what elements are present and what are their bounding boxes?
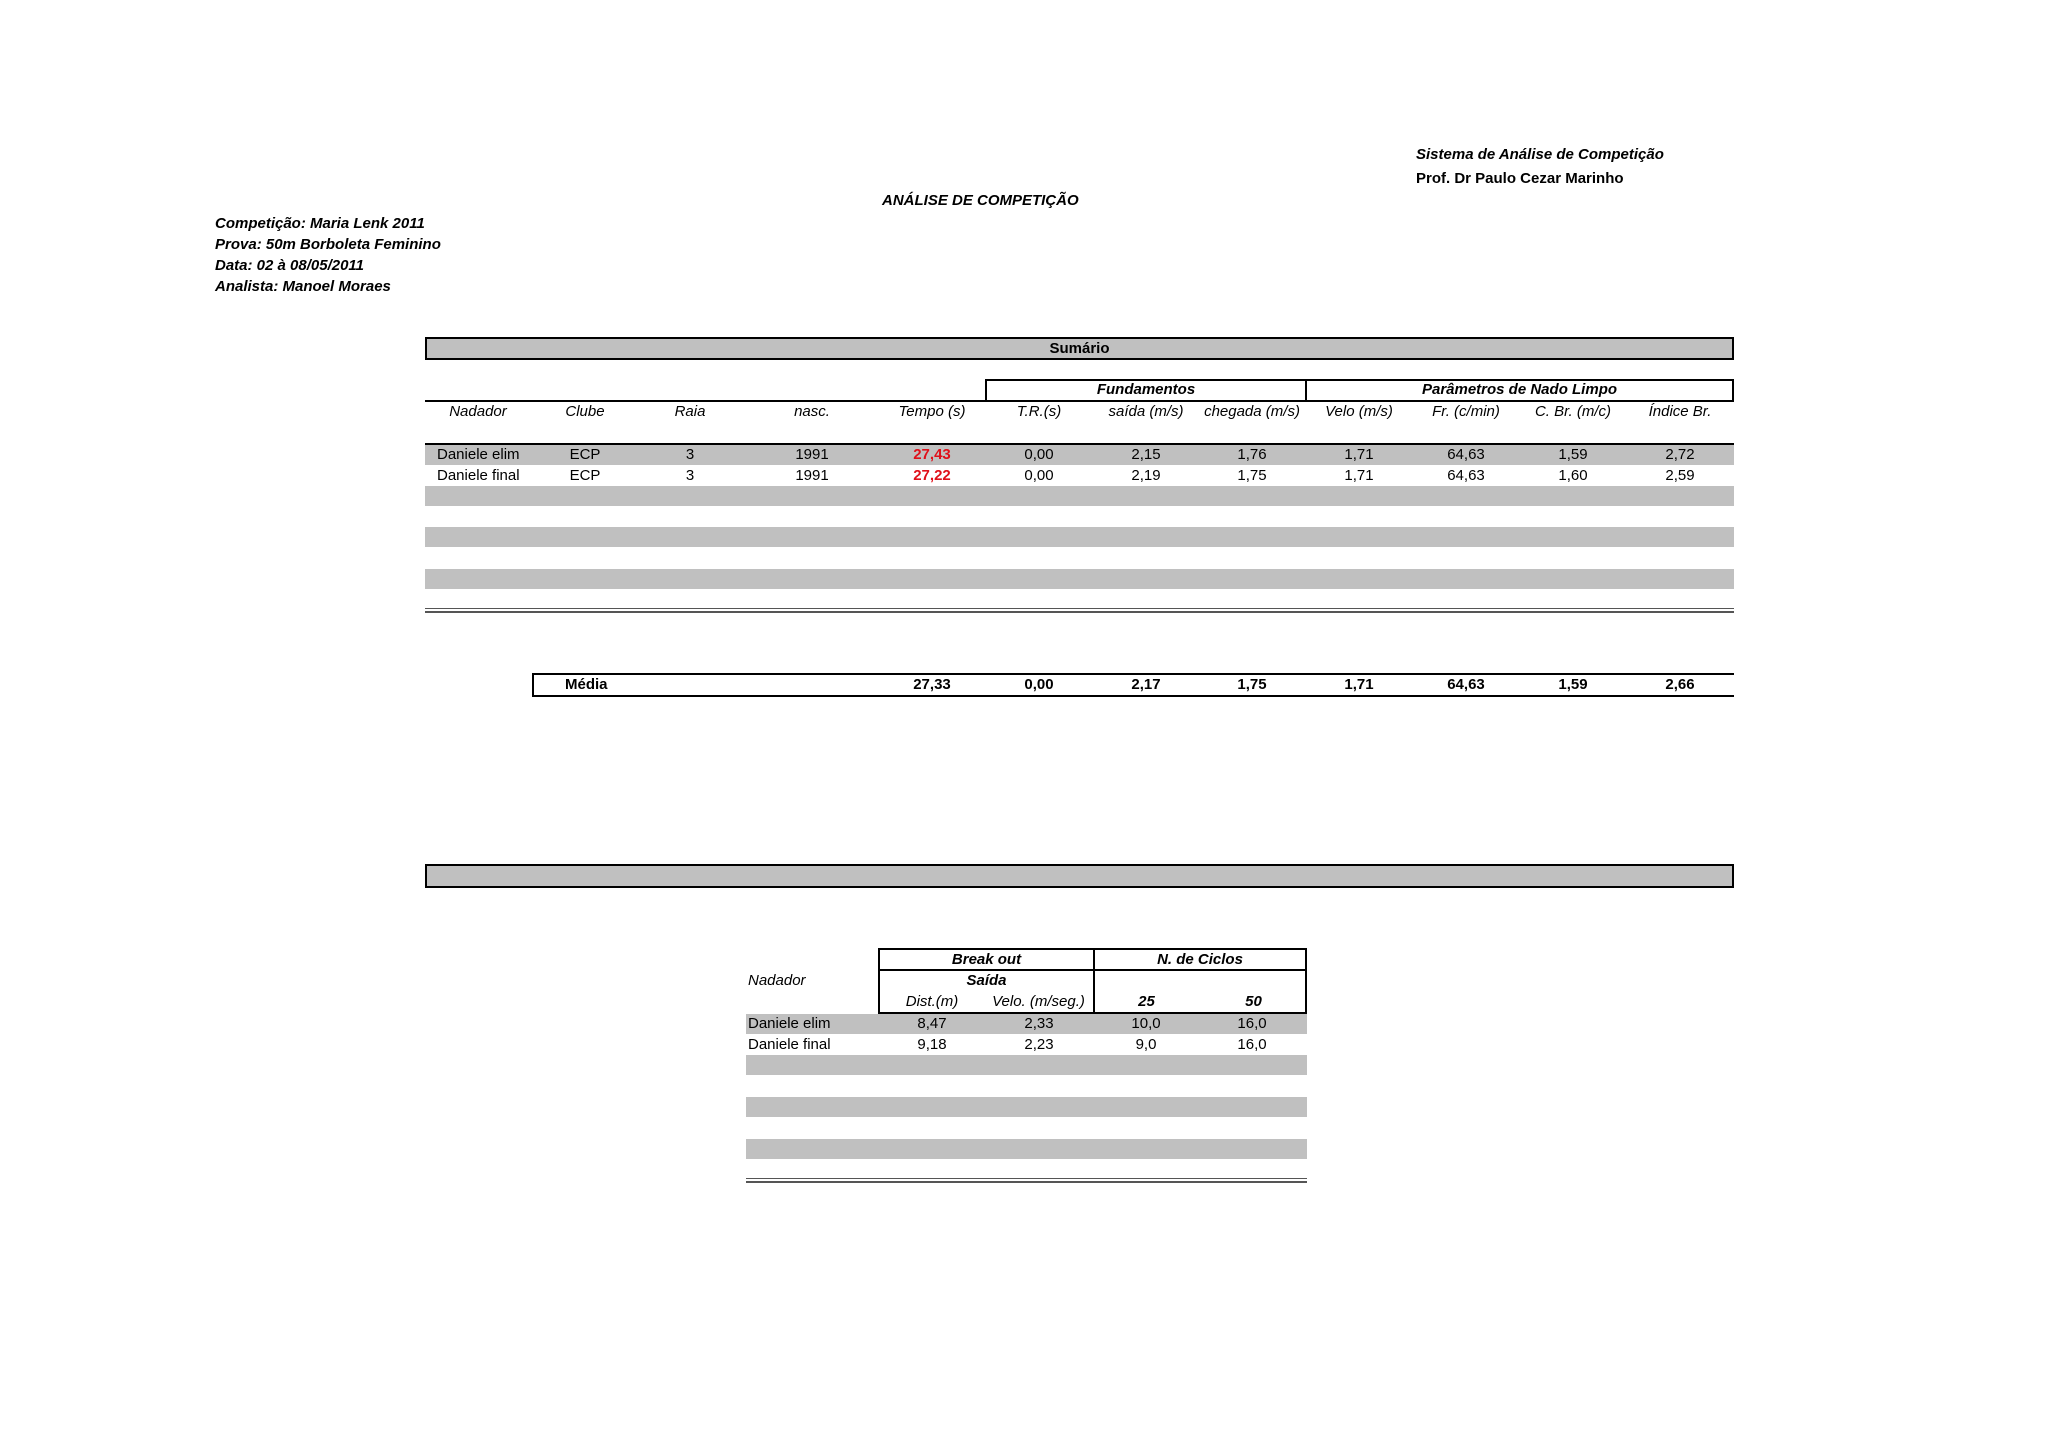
col-header-4: Tempo (s) xyxy=(898,403,966,420)
bo-band-3 xyxy=(746,1055,1307,1075)
summary-cell-1-8: 1,71 xyxy=(1344,467,1374,484)
col-25: 25 xyxy=(1138,993,1155,1010)
col-header-8: Velo (m/s) xyxy=(1325,403,1393,420)
summary-cell-0-5: 0,00 xyxy=(1024,446,1054,463)
section-bar xyxy=(425,864,1734,888)
breakout-cell-1-4: 16,0 xyxy=(1237,1036,1267,1053)
col-header-7: chegada (m/s) xyxy=(1204,403,1300,420)
breakout-cell-0-2: 2,33 xyxy=(1024,1015,1054,1032)
col-header-1: Clube xyxy=(565,403,605,420)
breakout-cell-1-2: 2,23 xyxy=(1024,1036,1054,1053)
bo-end-rule-top xyxy=(746,1178,1307,1179)
media-value-5: 64,63 xyxy=(1447,676,1485,693)
ciclos-group-label: N. de Ciclos xyxy=(1157,951,1243,968)
info-prova: Prova: 50m Borboleta Feminino xyxy=(215,236,441,253)
summary-cell-0-9: 64,63 xyxy=(1447,446,1485,463)
group-fundamentos-label: Fundamentos xyxy=(1096,381,1196,398)
summary-cell-1-11: 2,59 xyxy=(1665,467,1695,484)
breakout-cell-1-3: 9,0 xyxy=(1135,1036,1157,1053)
info-analista: Analista: Manoel Moraes xyxy=(215,278,391,295)
page-title: ANÁLISE DE COMPETIÇÃO xyxy=(882,192,1079,209)
summary-title: Sumário xyxy=(1049,340,1110,357)
summary-cell-1-3: 1991 xyxy=(795,467,829,484)
bo-end-rule-bottom xyxy=(746,1181,1307,1183)
professor-line: Prof. Dr Paulo Cezar Marinho xyxy=(1416,170,1624,187)
bo-band-7 xyxy=(746,1139,1307,1159)
breakout-cell-0-3: 10,0 xyxy=(1131,1015,1161,1032)
breakout-cell-0-1: 8,47 xyxy=(917,1015,947,1032)
col-header-2: Raia xyxy=(674,403,706,420)
col-header-9: Fr. (c/min) xyxy=(1432,403,1500,420)
info-competicao: Competição: Maria Lenk 2011 xyxy=(215,215,425,232)
col-header-0: Nadador xyxy=(449,403,507,420)
summary-cell-1-4: 27,22 xyxy=(913,467,951,484)
row-band-5 xyxy=(425,527,1734,547)
summary-cell-1-0: Daniele final xyxy=(437,467,520,484)
media-value-6: 1,59 xyxy=(1558,676,1588,693)
summary-cell-0-4: 27,43 xyxy=(913,446,951,463)
col-dist: Dist.(m) xyxy=(905,993,959,1010)
col-velo: Velo. (m/seg.) xyxy=(992,993,1085,1010)
summary-cell-1-2: 3 xyxy=(685,467,695,484)
summary-cell-0-0: Daniele elim xyxy=(437,446,520,463)
group-parametros-label: Parâmetros de Nado Limpo xyxy=(1421,381,1618,398)
summary-cell-0-2: 3 xyxy=(685,446,695,463)
media-value-3: 1,75 xyxy=(1237,676,1267,693)
row-band-3 xyxy=(425,486,1734,506)
summary-cell-0-8: 1,71 xyxy=(1344,446,1374,463)
media-value-2: 2,17 xyxy=(1131,676,1161,693)
header-rule xyxy=(425,400,1734,402)
group-parametros xyxy=(1305,379,1734,401)
table-end-rule-top xyxy=(425,608,1734,609)
breakout-cell-1-1: 9,18 xyxy=(917,1036,947,1053)
group-fundamentos xyxy=(985,379,1307,401)
table-end-rule-bottom xyxy=(425,611,1734,613)
summary-cell-1-6: 2,19 xyxy=(1131,467,1161,484)
summary-cell-0-6: 2,15 xyxy=(1131,446,1161,463)
summary-cell-1-1: ECP xyxy=(569,467,601,484)
summary-cell-0-1: ECP xyxy=(569,446,601,463)
summary-cell-1-9: 64,63 xyxy=(1447,467,1485,484)
col-50: 50 xyxy=(1245,993,1262,1010)
summary-cell-1-5: 0,00 xyxy=(1024,467,1054,484)
summary-cell-0-7: 1,76 xyxy=(1237,446,1267,463)
media-value-4: 1,71 xyxy=(1344,676,1374,693)
breakout-name-1: Daniele final xyxy=(748,1036,831,1053)
summary-title-bar xyxy=(425,337,1734,360)
breakout-nadador-label: Nadador xyxy=(748,972,806,989)
col-header-3: nasc. xyxy=(794,403,830,420)
saida-label: Saída xyxy=(966,972,1007,989)
competition-info xyxy=(215,213,441,297)
col-header-10: C. Br. (m/c) xyxy=(1534,403,1612,420)
bo-band-5 xyxy=(746,1097,1307,1117)
summary-cell-0-11: 2,72 xyxy=(1665,446,1695,463)
summary-cell-1-7: 1,75 xyxy=(1237,467,1267,484)
media-value-7: 2,66 xyxy=(1665,676,1695,693)
col-header-6: saída (m/s) xyxy=(1108,403,1184,420)
breakout-group-label: Break out xyxy=(951,951,1022,968)
breakout-header-rule xyxy=(878,969,1307,971)
system-line: Sistema de Análise de Competição xyxy=(1416,146,1664,163)
col-header-11: Índice Br. xyxy=(1648,403,1712,420)
summary-cell-0-10: 1,59 xyxy=(1558,446,1588,463)
row-band-7 xyxy=(425,569,1734,589)
info-data: Data: 02 à 08/05/2011 xyxy=(215,257,364,274)
media-label: Média xyxy=(565,676,608,693)
media-value-1: 0,00 xyxy=(1024,676,1054,693)
summary-cell-0-3: 1991 xyxy=(795,446,829,463)
breakout-name-0: Daniele elim xyxy=(748,1015,831,1032)
summary-cell-1-10: 1,60 xyxy=(1558,467,1588,484)
media-value-0: 27,33 xyxy=(913,676,951,693)
col-header-5: T.R.(s) xyxy=(1016,403,1062,420)
breakout-cell-0-4: 16,0 xyxy=(1237,1015,1267,1032)
